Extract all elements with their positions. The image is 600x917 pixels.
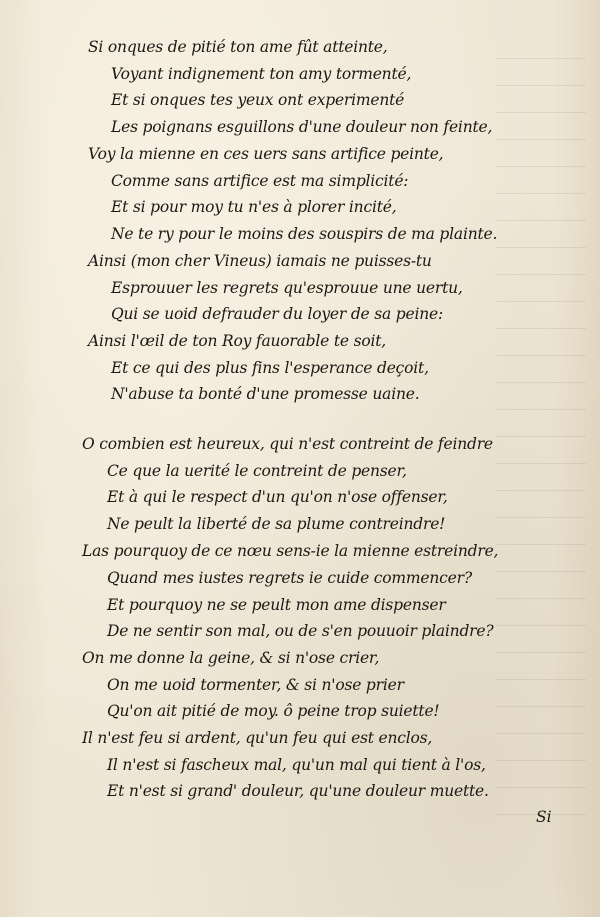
verse-line: Et pourquoy ne se peult mon ame dispenser [107, 596, 446, 614]
verse-line: Quand mes iustes regrets ie cuide commencer? [107, 569, 472, 587]
verse-line: O combien est heureux, qui n'est contreint de feindre [82, 435, 493, 453]
verse-line: Voy la mienne en ces uers sans artifice peinte, [88, 145, 444, 163]
verse-line: Ne te ry pour le moins des souspirs de ma plainte. [111, 225, 498, 243]
verse-line: Ce que la uerité le contreint de penser, [107, 462, 407, 480]
verse-line: Ainsi l'œil de ton Roy fauorable te soit, [88, 332, 386, 350]
verse-line: N'abuse ta bonté d'une promesse uaine. [111, 385, 420, 403]
verse-line: Et à qui le respect d'un qu'on n'ose offenser, [107, 488, 448, 506]
verse-line: Et n'est si grand' douleur, qu'une douleur muette. [107, 782, 489, 800]
verse-line: Et si onques tes yeux ont experimenté [111, 91, 405, 109]
verse-line: Esprouuer les regrets qu'esprouue une uertu, [111, 279, 463, 297]
verse-line: Si onques de pitié ton ame fût atteinte, [88, 38, 388, 56]
verse-line: Et si pour moy tu n'es à plorer incité, [111, 198, 397, 216]
verse-line: Il n'est si fascheux mal, qu'un mal qui tient à l'os, [107, 756, 486, 774]
verse-line: Ne peult la liberté de sa plume contreindre! [107, 515, 446, 533]
verse-line: Qu'on ait pitié de moy. ô peine trop suiette! [107, 702, 440, 720]
verse-line: On me uoid tormenter, & si n'ose prier [107, 676, 404, 694]
verse-line: Voyant indignement ton amy tormenté, [111, 65, 412, 83]
verse-line: Ainsi (mon cher Vineus) iamais ne puisses-tu [88, 252, 432, 270]
verse-line: On me donne la geine, & si n'ose crier, [82, 649, 380, 667]
verse-line: Et ce qui des plus fins l'esperance deçoit, [111, 359, 429, 377]
verse-line: Comme sans artifice est ma simplicité: [111, 172, 409, 190]
catchword: Si [536, 808, 552, 826]
verse-line: Las pourquoy de ce nœu sens-ie la mienne estreindre, [82, 542, 499, 560]
verse-line: Qui se uoid defrauder du loyer de sa peine: [111, 305, 444, 323]
verse-line: De ne sentir son mal, ou de s'en pouuoir plaindre? [107, 622, 494, 640]
verse-line: Les poignans esguillons d'une douleur non feinte, [111, 118, 493, 136]
verse-line: Il n'est feu si ardent, qu'un feu qui est enclos, [82, 729, 433, 747]
